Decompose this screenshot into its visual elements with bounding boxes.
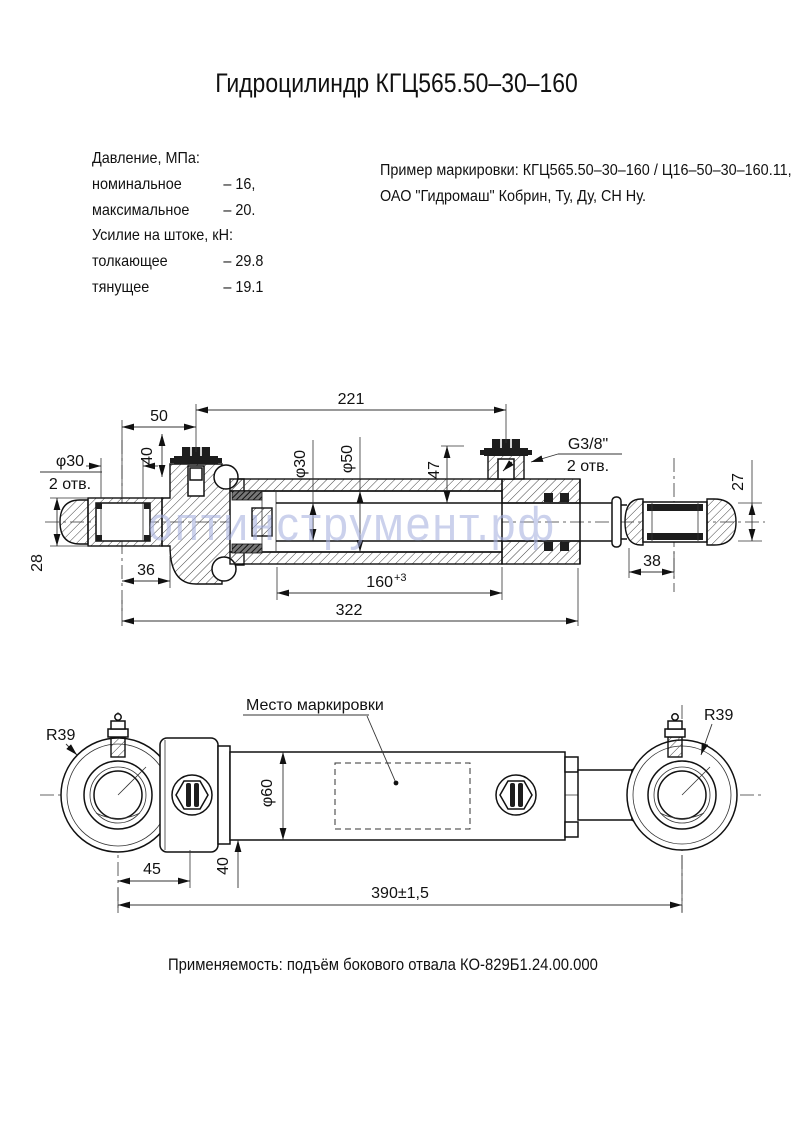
barrel-wall-top: [230, 479, 502, 491]
ext-390: [118, 855, 682, 912]
dim-160-tol: +3: [394, 572, 407, 584]
hex-plug-right: [496, 775, 536, 815]
dim-50: 50: [150, 408, 168, 425]
eye-dia-label: φ30: [55, 453, 85, 470]
applicability-note: Применяемость: подъём бокового отвала КО-829Б1.24.00.000: [168, 956, 598, 974]
spec-row: [92, 227, 308, 253]
port-thread-label: G3/8": [567, 436, 609, 453]
spec-row: [92, 279, 308, 305]
spec-label: Давление, МПа:: [92, 150, 200, 167]
ext-221: [196, 404, 506, 452]
grease-fitting-left: [108, 714, 128, 757]
spec-label: Усилие на штоке, кН:: [92, 227, 234, 245]
extended-rod: [578, 770, 632, 820]
left-eye-sleeve: [96, 503, 150, 541]
page-title: Гидроцилиндр КГЦ565.50–30–160: [215, 68, 578, 98]
dim-160: 160: [366, 574, 393, 591]
spec-value: – 29.8: [223, 253, 264, 271]
end-step-top: [565, 757, 578, 772]
dim-dia60: φ60: [259, 778, 276, 808]
port-fitting-right: [480, 439, 532, 479]
gland-assembly: [502, 479, 580, 564]
spec-label: номинальное: [92, 175, 182, 193]
spec-row: [92, 202, 308, 228]
cylinder-section-drawing: [30, 378, 770, 628]
dim-38: 38: [643, 553, 661, 570]
marking-leader-dot: [394, 781, 399, 786]
spec-label: толкающее: [92, 253, 168, 271]
eye-count-label: 2 отв.: [48, 476, 92, 493]
end-step-bottom: [565, 822, 578, 837]
marking-example: [380, 158, 792, 210]
port-count-label: 2 отв.: [566, 458, 610, 475]
dim-36: 36: [137, 562, 155, 579]
dim-322: 322: [335, 602, 363, 619]
watermark: оптинструмент.рф: [148, 497, 557, 550]
radius-leader-left: [66, 744, 77, 755]
radius-label-left: R39: [46, 727, 76, 744]
marking-area-label: Место маркировки: [246, 697, 384, 714]
spec-row: [92, 150, 308, 176]
dim-40: 40: [139, 447, 156, 465]
barrel-wall-bottom: [230, 552, 502, 564]
dim-28: 28: [29, 554, 46, 572]
ext-27: [738, 460, 762, 541]
grease-fitting-right: [665, 714, 685, 757]
spec-value: – 20.: [223, 201, 256, 219]
marking-line-2: ОАО "Гидромаш" Кобрин, Ту, Ду, СН Ну.: [380, 188, 646, 205]
dim-390: 390±1,5: [371, 885, 429, 902]
cylinder-external-drawing: [30, 675, 770, 935]
spec-row: [92, 176, 308, 202]
spec-table: [92, 150, 308, 305]
port-callout: [531, 436, 622, 475]
radius-label-right: R39: [704, 707, 734, 724]
spec-row: [92, 253, 308, 279]
dim-27: 27: [730, 473, 747, 491]
marking-line-1: Пример маркировки: КГЦ565.50–30–160 / Ц16–50–30–160.11,: [380, 162, 792, 179]
spec-value: – 16,: [223, 175, 256, 193]
spec-label: максимальное: [92, 201, 190, 219]
rod-collar: [612, 497, 621, 547]
left-eye-cap: [60, 500, 88, 544]
dim-rod-dia: φ30: [292, 449, 309, 479]
dim-47: 47: [426, 461, 443, 479]
spec-value: – 19.1: [223, 278, 264, 296]
dim-bore-dia: φ50: [339, 444, 356, 474]
dim-221: 221: [337, 391, 365, 408]
dim-45: 45: [143, 861, 161, 878]
rod-eye-bushing: [625, 499, 736, 545]
head-flange: [218, 746, 230, 844]
hex-plug-left: [172, 775, 212, 815]
dim-40b: 40: [215, 857, 232, 875]
spec-label: тянущее: [92, 278, 150, 296]
